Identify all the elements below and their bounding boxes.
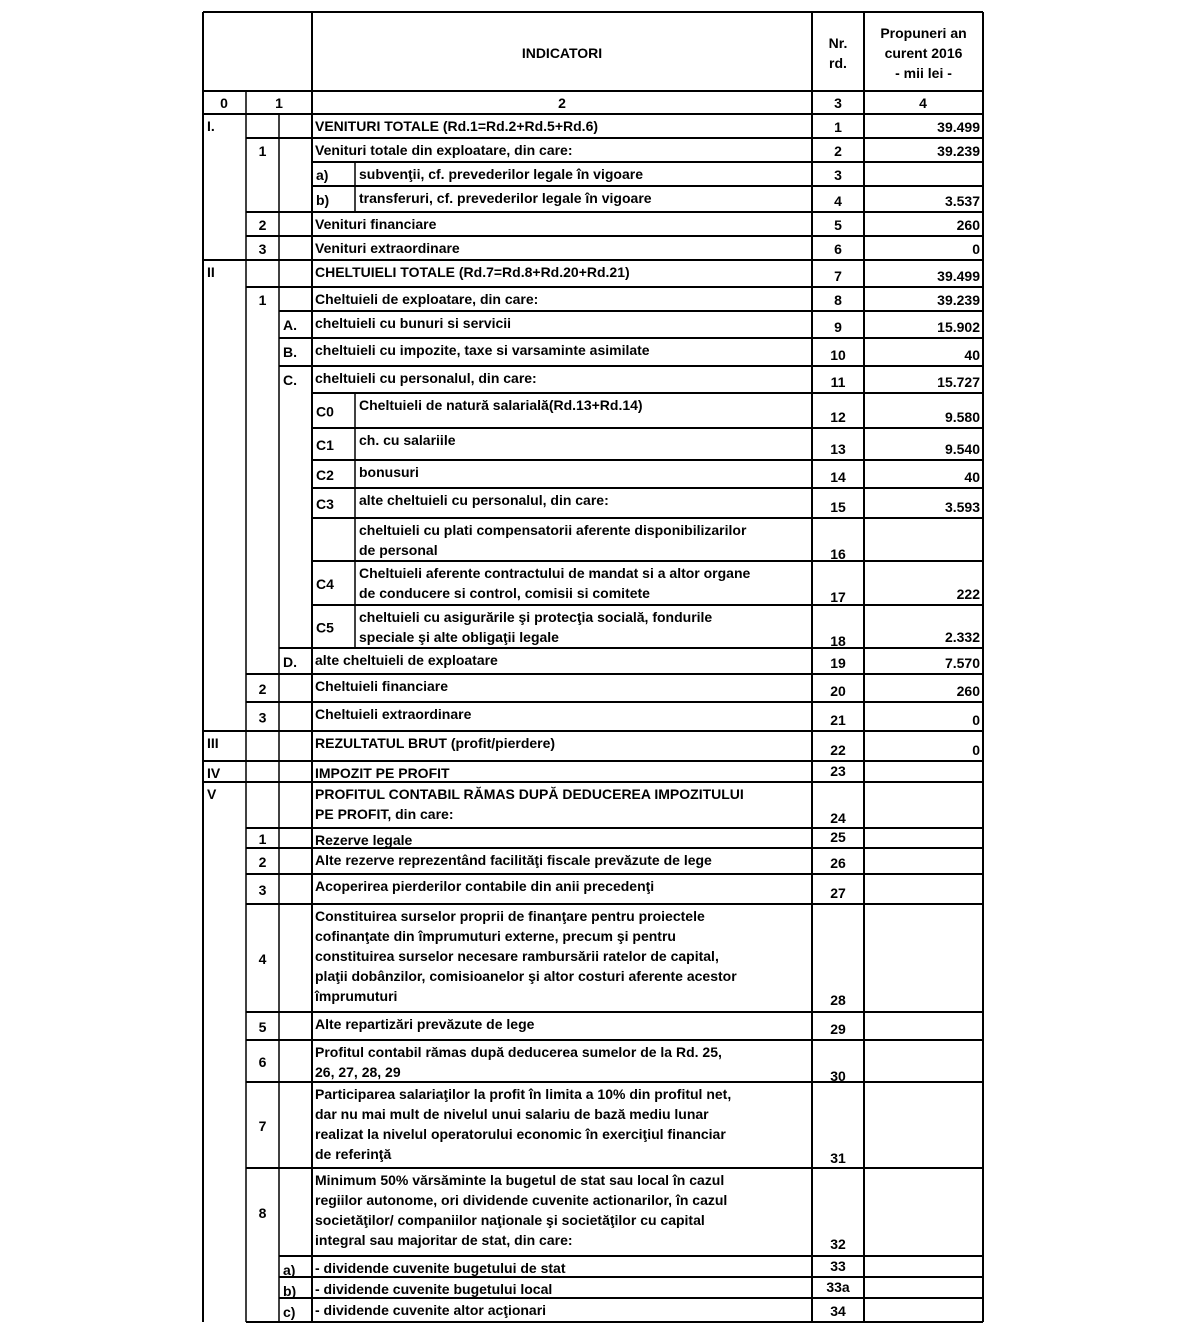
indicator-text: Cheltuieli aferente contractului de mandat si a altor organe — [359, 565, 751, 581]
row-value: 39.239 — [937, 143, 980, 159]
col-number: 3 — [834, 95, 842, 111]
table-row — [259, 216, 981, 233]
indicator-text: - dividende cuvenite altor acţionari — [315, 1302, 547, 1318]
row-letter: D. — [283, 654, 297, 670]
indicator-text: bonusuri — [359, 464, 419, 480]
indicator-text: Venituri totale din exploatare, din care: — [315, 142, 573, 158]
indicator-text: Venituri extraordinare — [315, 240, 460, 256]
row-value: 9.540 — [944, 441, 980, 457]
table-row — [283, 1302, 846, 1320]
table-row — [207, 786, 846, 826]
indicator-text: Constituirea surselor proprii de finanţare pentru proiectele — [315, 908, 705, 924]
indicator-text: societăţilor/ companiilor naţionale şi societăţilor cu capital — [315, 1212, 705, 1228]
row-nr: 10 — [830, 347, 846, 363]
indicator-text: constituirea surselor necesare rambursării ratelor de capital, — [315, 948, 719, 964]
row-nr: 15 — [830, 499, 846, 515]
row-nr: 9 — [834, 319, 842, 335]
indicator-text: Alte repartizări prevăzute de lege — [315, 1016, 535, 1032]
table-row — [259, 829, 846, 848]
indicator-text: VENITURI TOTALE (Rd.1=Rd.2+Rd.5+Rd.6) — [315, 118, 599, 134]
table-row — [259, 142, 981, 159]
indicator-text: subvenţii, cf. prevederilor legale în vigoare — [359, 166, 643, 182]
indicator-text: 26, 27, 28, 29 — [315, 1064, 401, 1080]
row-nr: 20 — [830, 683, 846, 699]
indicator-text: Rezerve legale — [315, 832, 413, 848]
indicator-text: REZULTATUL BRUT (profit/pierdere) — [315, 735, 556, 751]
table-row — [316, 565, 980, 605]
row-nr: 33a — [826, 1279, 850, 1295]
row-value: 39.499 — [937, 268, 980, 284]
row-nr: 14 — [830, 469, 846, 485]
col-number: 2 — [558, 95, 566, 111]
indicator-text: Cheltuieli de natură salarială(Rd.13+Rd.14) — [359, 397, 643, 413]
table-row — [316, 166, 842, 183]
row-value: 222 — [956, 586, 980, 602]
row-nr: 33 — [830, 1258, 846, 1274]
indicator-text: speciale şi alte obligaţii legale — [359, 629, 559, 645]
header-an: curent 2016 — [884, 45, 963, 61]
row-sub-label: C2 — [316, 467, 334, 483]
row-value: 260 — [956, 683, 980, 699]
row-roman: III — [207, 735, 219, 751]
row-nr: 2 — [834, 143, 842, 159]
row-letter: a) — [283, 1262, 296, 1278]
row-number: 3 — [258, 882, 267, 898]
table-row — [283, 315, 980, 335]
row-sub-label: C5 — [316, 619, 334, 636]
row-nr: 22 — [830, 742, 846, 758]
indicator-text: - dividende cuvenite bugetului local — [315, 1281, 553, 1297]
row-nr: 16 — [830, 546, 846, 562]
indicator-text: Cheltuieli financiare — [315, 678, 449, 694]
indicator-text: alte cheltuieli de exploatare — [315, 652, 498, 668]
indicator-text: plaţii dobânzilor, comisioanelor şi altor costuri aferente acestor — [315, 968, 737, 984]
row-value: 39.499 — [937, 119, 980, 135]
row-value: 40 — [964, 469, 980, 485]
indicator-text: PROFITUL CONTABIL RĂMAS DUPĂ DEDUCEREA IMPOZITULUI — [315, 786, 744, 802]
indicator-text: realizat la nivelul operatorului economic în exerciţiul financiar — [315, 1126, 726, 1142]
row-nr: 28 — [830, 992, 846, 1008]
row-number: 1 — [258, 831, 267, 847]
indicator-text: cheltuieli cu plati compensatorii aferente disponibilizarilor — [359, 522, 747, 538]
row-nr: 23 — [830, 763, 846, 779]
col-number: 0 — [220, 95, 228, 111]
row-roman: IV — [207, 765, 221, 781]
row-number: 2 — [258, 681, 267, 697]
indicator-text: de conducere si control, comisii si comitete — [359, 585, 650, 601]
row-nr: 5 — [834, 217, 842, 233]
table-row — [259, 678, 981, 699]
indicator-text: Profitul contabil rămas după deducerea sumelor de la Rd. 25, — [315, 1044, 722, 1060]
row-number: 2 — [258, 854, 267, 870]
row-number: 4 — [258, 951, 267, 967]
row-value: 0 — [972, 742, 980, 758]
table-row — [259, 1086, 846, 1166]
row-nr: 27 — [830, 885, 846, 901]
indicator-text: cofinanţate din împrumuturi externe, precum şi pentru — [315, 928, 676, 944]
row-nr: 7 — [834, 268, 842, 284]
table-row — [283, 1258, 846, 1278]
row-nr: 30 — [830, 1068, 846, 1084]
row-number: 3 — [258, 241, 267, 257]
row-letter: C. — [283, 372, 297, 388]
row-nr: 8 — [834, 292, 842, 308]
indicator-text: - dividende cuvenite bugetului de stat — [315, 1260, 566, 1276]
row-letter: B. — [283, 344, 297, 360]
row-nr: 12 — [830, 409, 846, 425]
row-value: 3.537 — [944, 193, 980, 209]
row-roman: V — [207, 786, 217, 802]
header-unit: - mii lei - — [895, 65, 952, 81]
row-number: 8 — [258, 1205, 267, 1221]
row-sub-label: C1 — [316, 437, 334, 453]
row-value: 15.727 — [937, 374, 980, 390]
table-row — [259, 852, 846, 871]
row-nr: 19 — [830, 655, 846, 671]
table-row — [207, 763, 846, 781]
indicator-text: Cheltuieli extraordinare — [315, 706, 472, 722]
indicator-text: de referinţă — [315, 1146, 392, 1162]
table-row — [259, 706, 981, 728]
row-number: 1 — [258, 292, 267, 308]
indicator-text: integral sau majoritar de stat, din care: — [315, 1232, 573, 1248]
indicator-text: de personal — [359, 542, 438, 558]
row-value: 15.902 — [937, 319, 980, 335]
row-number: 1 — [258, 143, 267, 159]
indicator-text: regiilor autonome, ori dividende cuvenite actionarilor, în cazul — [315, 1192, 728, 1208]
row-nr: 18 — [830, 633, 846, 649]
table-row — [259, 1044, 846, 1084]
indicator-text: cheltuieli cu impozite, taxe si varsaminte asimilate — [315, 342, 650, 358]
indicator-text: cheltuieli cu bunuri si servicii — [315, 315, 512, 331]
row-value: 2.332 — [944, 629, 980, 645]
row-letter: b) — [283, 1283, 297, 1299]
col-number: 4 — [919, 95, 927, 111]
table-row — [316, 397, 980, 425]
row-nr: 11 — [830, 374, 846, 390]
table-row — [259, 1016, 846, 1037]
row-value: 0 — [972, 712, 980, 728]
row-number: 6 — [258, 1054, 267, 1070]
row-nr: 26 — [830, 855, 846, 871]
row-roman: II — [207, 264, 215, 280]
row-nr: 6 — [834, 241, 842, 257]
table-row — [283, 370, 980, 390]
row-nr: 24 — [830, 810, 846, 826]
row-nr: 31 — [830, 1150, 846, 1166]
row-number: 2 — [258, 217, 267, 233]
table-row — [316, 609, 980, 649]
row-number: 3 — [258, 709, 267, 726]
row-sub-label: C0 — [316, 403, 334, 420]
indicator-text: IMPOZIT PE PROFIT — [315, 765, 450, 781]
row-sub-label: C4 — [316, 576, 334, 592]
row-nr: 34 — [830, 1303, 846, 1319]
indicator-text: transferuri, cf. prevederilor legale în vigoare — [359, 190, 652, 206]
row-number: 7 — [258, 1118, 267, 1134]
header-nr: Nr. — [828, 35, 848, 51]
row-nr: 32 — [830, 1236, 846, 1252]
row-value: 7.570 — [944, 655, 980, 671]
row-sub-label: a) — [316, 167, 329, 183]
table-row — [259, 908, 846, 1008]
table-row — [316, 492, 980, 515]
row-nr: 13 — [830, 441, 846, 457]
table-row — [283, 1279, 850, 1299]
row-value: 0 — [972, 241, 980, 257]
table-row — [316, 464, 980, 485]
header-rd: rd. — [829, 55, 847, 71]
indicator-text: CHELTUIELI TOTALE (Rd.7=Rd.8+Rd.20+Rd.21) — [315, 264, 630, 280]
row-nr: 29 — [830, 1021, 846, 1037]
table-row — [359, 522, 846, 562]
table-row — [259, 1172, 846, 1252]
row-letter: c) — [283, 1304, 296, 1320]
table-row — [259, 240, 981, 257]
indicator-text: cheltuieli cu asigurările şi protecţia socială, fondurile — [359, 609, 713, 625]
table-row — [316, 432, 980, 457]
indicator-text: dar nu mai mult de nivelul unui salariu de bază mediu lunar — [315, 1106, 709, 1122]
row-sub-label: C3 — [316, 496, 334, 512]
indicator-text: Minimum 50% vărsăminte la bugetul de stat sau local în cazul — [315, 1172, 725, 1188]
indicator-text: Acoperirea pierderilor contabile din anii precedenţi — [315, 878, 655, 894]
row-letter: A. — [283, 317, 297, 333]
indicator-text: împrumuturi — [315, 988, 398, 1004]
row-roman: I. — [207, 118, 215, 134]
indicator-text: Cheltuieli de exploatare, din care: — [315, 291, 539, 307]
row-nr: 17 — [830, 589, 846, 605]
row-nr: 25 — [830, 829, 846, 845]
indicator-text: Alte rezerve reprezentând facilităţi fiscale prevăzute de lege — [315, 852, 712, 868]
table-row — [283, 342, 980, 363]
row-value: 40 — [964, 347, 980, 363]
row-value: 9.580 — [944, 409, 980, 425]
header-indicatori: INDICATORI — [521, 45, 603, 61]
indicator-text: cheltuieli cu personalul, din care: — [315, 370, 537, 386]
indicator-text: ch. cu salariile — [359, 432, 456, 448]
row-value: 260 — [956, 217, 980, 233]
row-nr: 3 — [834, 167, 842, 183]
table-row — [316, 190, 980, 209]
table-row — [259, 291, 981, 308]
header-propuneri: Propuneri an — [880, 25, 967, 41]
indicator-text: PE PROFIT, din care: — [315, 806, 454, 822]
row-number: 5 — [258, 1019, 267, 1035]
row-value: 39.239 — [937, 292, 980, 308]
row-nr: 4 — [834, 193, 842, 209]
indicator-text: Venituri financiare — [315, 216, 437, 232]
row-sub-label: b) — [316, 192, 330, 208]
table-row — [283, 652, 980, 671]
row-value: 3.593 — [944, 499, 980, 515]
row-nr: 21 — [830, 712, 846, 728]
indicator-text: Participarea salariaţilor la profit în limita a 10% din profitul net, — [315, 1086, 732, 1102]
col-number: 1 — [275, 95, 283, 111]
indicator-text: alte cheltuieli cu personalul, din care: — [359, 492, 609, 508]
row-nr: 1 — [834, 119, 842, 135]
table-row — [259, 878, 846, 901]
